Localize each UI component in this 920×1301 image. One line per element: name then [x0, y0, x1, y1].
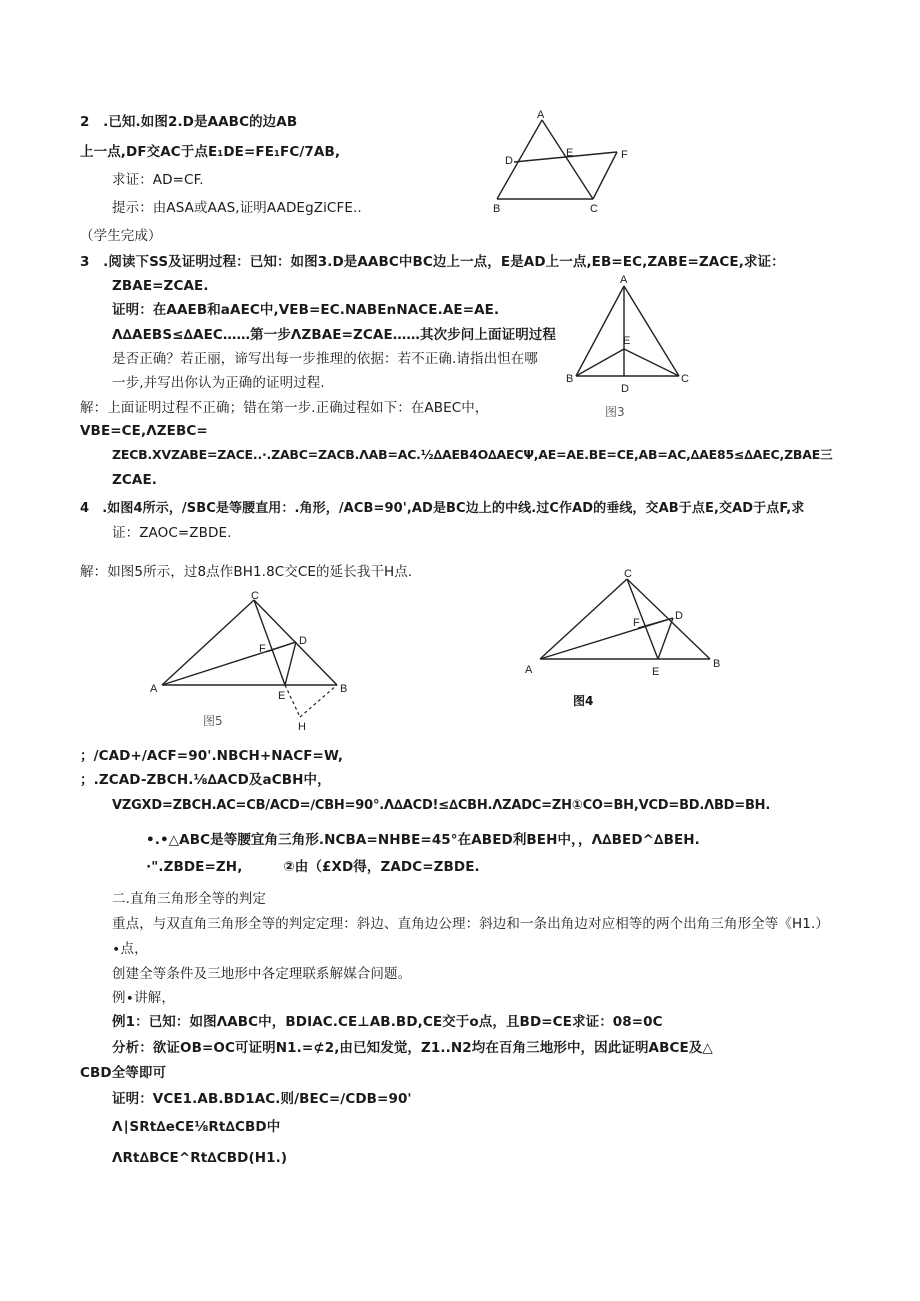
p2-line3: 求证：AD=CF.: [112, 172, 204, 188]
p3-line1: 3 .阅读下SS及证明过程：已知：如图3.D是AABC中BC边上一点，E是AD上一点,EB=EC,ZABE=ZACE,求证：: [80, 254, 785, 270]
fig4-label-C: C: [624, 568, 632, 580]
fig2-label-B: B: [493, 203, 501, 215]
p2-line2: 上一点,DF交AC于点E₁DE=FE₁FC/7AB,: [80, 144, 341, 160]
section-heading: 二.直角三角形全等的判定: [112, 891, 266, 907]
fig2-label-F: F: [621, 149, 628, 161]
p2-line1: 2 .已知.如图2.D是AABC的边AB: [80, 114, 298, 130]
p4-line2: 证：ZAOC=ZBDE.: [112, 525, 232, 541]
p4-line4: ；/CAD+/ACF=90'.NBCH+NACF=W,: [80, 748, 344, 764]
p5-line6: 分析：欲证OB=OC可证明N1.=⊄2,由已知发觉，Z1..N2均在百角三地形中，因此证明ABCE及△: [112, 1040, 713, 1056]
p5-line9: Λ∣SRt∆eCE⅛Rt∆CBD中: [112, 1119, 281, 1135]
p3-line7: 解：上面证明过程不正确；错在第一步.正确过程如下：在ABEC中，: [80, 400, 489, 416]
p5-line8: 证明：VCE1.AB.BD1AC.则∕BEC=∕CDB=90': [112, 1091, 412, 1107]
fig4-label-F: F: [633, 617, 640, 629]
fig5-label-C: C: [251, 590, 259, 602]
p5-line2: ∙点，: [112, 941, 148, 957]
p4-line3: 解：如图5所示，过8点作BH1.8C交CE的延长我干H点.: [80, 564, 413, 580]
fig3-label-C: C: [681, 373, 689, 385]
p5-line3: 创建全等条件及三地形中各定理联系解媒合问题。: [112, 966, 412, 982]
figure-5: [140, 590, 365, 740]
fig2-label-C: C: [590, 203, 598, 215]
p3-line6: 一步,并写出你认为正确的证明过程.: [112, 375, 325, 391]
figure-2: [480, 100, 640, 220]
p3-line2: ZBAE=ZCAE.: [112, 278, 209, 294]
fig5-label-A: A: [150, 683, 158, 695]
p5-line4: 例∙讲解，: [112, 990, 175, 1006]
p3-line3: 证明：在AAEB和aAEC中,VEB=EC.NABEnNACE.AE=AE.: [112, 302, 500, 318]
fig5-label-D: D: [299, 635, 307, 647]
p5-line5: 例1：已知：如图ΛABC中，BDIAC.CE⊥AB.BD,CE交于o点，且BD=CE求证：08=0C: [112, 1014, 663, 1030]
fig4-label-A: A: [525, 664, 533, 676]
figure-3: [560, 270, 700, 425]
p3-line8: VBE=CE,ΛZEBC=: [80, 423, 208, 439]
fig4-caption: 图4: [573, 694, 594, 708]
fig3-label-A: A: [620, 274, 628, 286]
p2-line5: （学生完成）: [80, 228, 162, 244]
fig5-label-H: H: [298, 721, 306, 733]
fig3-label-D: D: [621, 383, 629, 395]
fig4-label-B: B: [713, 658, 721, 670]
fig3-label-B: B: [566, 373, 574, 385]
p4-line8: ∙".ZBDE=ZH, ②由（£XD得，ZADC=ZBDE.: [146, 859, 480, 875]
p2-line4: 提示：由ASA或AAS,证明AADEgZiCFE..: [112, 200, 362, 216]
p5-line1: 重点，与双直角三角形全等的判定定理：斜边、直角边公理：斜边和一条出角边对应相等的两个出角三角形全等《H1.）: [112, 916, 829, 932]
p3-line4: Λ∆AEBS≤∆AEC……第一步ΛZBAE=ZCAE……其次步问上面证明过程: [112, 327, 557, 343]
figure-4: [515, 565, 735, 715]
p5-line10: ΛRt∆BCE^Rt∆CBD(H1.): [112, 1150, 288, 1166]
p4-line6: VZGXD=ZBCH.AC=CB/ACD=∕CBH=90°.Λ∆ACD!≤∆CBH.ΛZADC=ZH①CO=BH,VCD=BD.ΛBD=BH.: [112, 798, 771, 813]
fig2-label-E: E: [566, 147, 574, 159]
fig5-caption: 图5: [203, 714, 223, 728]
p3-line10: ZCAE.: [112, 472, 157, 488]
p3-line9: ZECB.XVZABE=ZACE..∙.ZABC=ZACB.ΛAB=AC.½∆AEB4O∆AECΨ,AE=AE.BE=CE,AB=AC,∆AE85≤∆AEC,ZBAE三: [112, 447, 833, 462]
fig3-caption: 图3: [605, 405, 625, 419]
fig5-label-E: E: [278, 690, 286, 702]
fig5-label-F: F: [259, 643, 266, 655]
p4-line1: 4 .如图4所示，/SBC是等腰直用：.角形，/ACB=90',AD是BC边上的中线.过C作AD的垂线，交AB于点E,交AD于点F,求: [80, 501, 805, 516]
fig2-label-A: A: [537, 109, 545, 121]
p4-line7: •.•△ABC是等腰宜角三角形.NCBA=NHBE=45°在ABED利BEH中，，Λ∆BED^∆BEH.: [146, 832, 700, 848]
p5-line7: CBD全等即可: [80, 1065, 167, 1081]
fig5-label-B: B: [340, 683, 348, 695]
p3-line5: 是否正确？若正丽，谛写出每一步推理的依据：若不正确.请指出怛在哪: [112, 351, 538, 367]
fig4-label-D: D: [675, 610, 683, 622]
p4-line5: ；.ZCAD-ZBCH.⅛∆ACD及aCBH中，: [80, 772, 331, 788]
fig4-label-E: E: [652, 666, 660, 678]
fig2-label-D: D: [505, 155, 513, 167]
fig3-label-E: E: [623, 335, 631, 347]
